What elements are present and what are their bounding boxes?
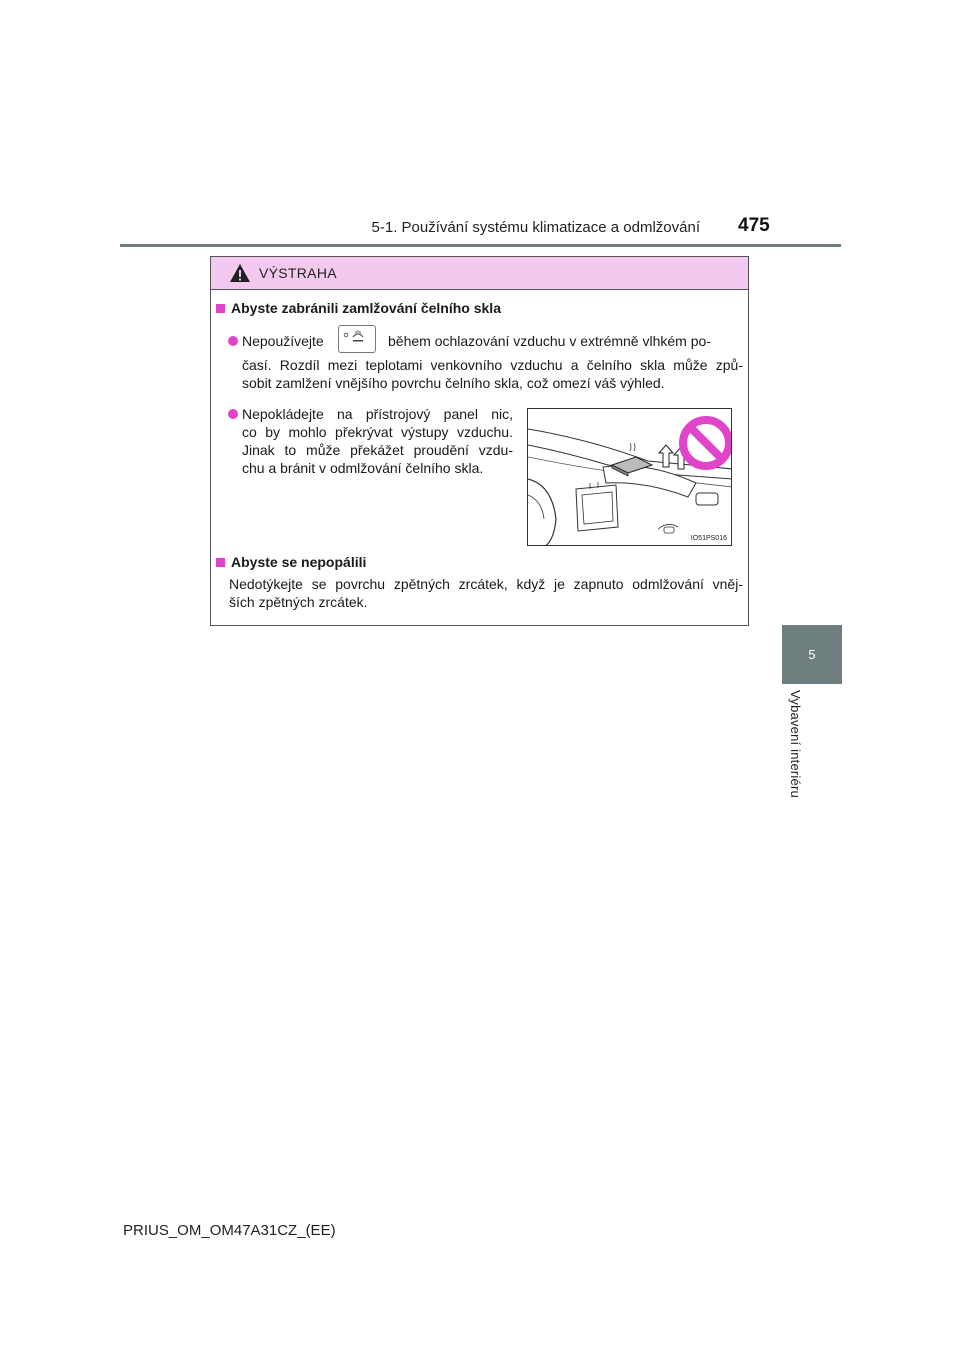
heading-defog <box>216 300 501 316</box>
section-marker-icon <box>216 304 225 313</box>
warning-title: VÝSTRAHA <box>259 265 337 281</box>
heading-burn <box>216 554 366 570</box>
document-id: PRIUS_OM_OM47A31CZ_(EE) <box>123 1222 336 1239</box>
item2-line1: Nepokládejte na přístrojový panel nic, <box>242 406 513 422</box>
bullet-icon <box>228 409 238 419</box>
item1-line2: časí. Rozdíl mezi teplotami venkovního vzduchu a čelního skla může způ- <box>242 357 743 373</box>
item1-line1-before: Nepoužívejte <box>242 333 324 349</box>
header-divider <box>120 244 841 247</box>
item1-line3: sobit zamlžení vnějšího povrchu čelního skla, což omezí váš výhled. <box>242 375 665 391</box>
dashboard-illustration <box>527 408 732 546</box>
heading-defog-text: Abyste zabránili zamlžování čelního skla <box>231 300 501 316</box>
prohibited-sign-icon <box>683 420 729 466</box>
page-number: 475 <box>738 215 770 236</box>
burn-line2: ších zpětných zrcátek. <box>229 594 368 610</box>
windshield-defogger-button-icon <box>338 325 376 353</box>
item1-line1-after: během ochlazování vzduchu v extrémně vlhkém po- <box>388 333 711 349</box>
item2-line4: chu a bránit v odmlžování čelního skla. <box>242 460 484 476</box>
warning-header <box>211 257 748 290</box>
section-title: 5-1. Používání systému klimatizace a odmlžování <box>371 219 700 236</box>
illustration-code: IO51PS016 <box>690 535 727 542</box>
bullet-icon <box>228 336 238 346</box>
chapter-tab <box>782 625 842 684</box>
heading-burn-text: Abyste se nepopálili <box>231 554 367 570</box>
warning-triangle-icon <box>229 263 251 283</box>
item2-line2: co by mohlo překrývat výstupy vzduchu. <box>242 424 513 440</box>
item2-line3: Jinak to může překážet proudění vzdu- <box>242 442 513 458</box>
chapter-label: Vybavení interiéru <box>788 690 803 798</box>
section-marker-icon <box>216 558 225 567</box>
burn-line1: Nedotýkejte se povrchu zpětných zrcátek, když je zapnuto odmlžování vněj- <box>229 576 743 592</box>
chapter-number: 5 <box>808 647 816 662</box>
